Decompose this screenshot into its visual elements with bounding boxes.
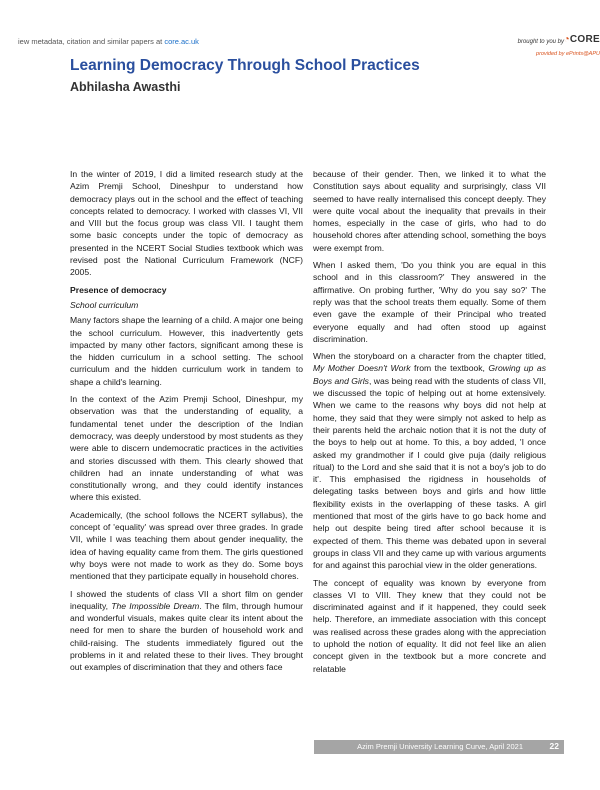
paragraph-text: . The film, through humour and wonderful visuals, makes quite clear its intent about the need for men to share the burden of household work and child-raising. The students immediately figured out the problems in it and related these to their lives. They brought out examples of discrimination that they and others face bbox=[70, 600, 303, 673]
right-column bbox=[313, 168, 546, 680]
paragraph: Academically, (the school follows the NCERT syllabus), the concept of 'equality' was spread over three grades. In grade VII, while I was teaching them about gender inequality, the idea of having equality came from them. The girls questioned why boys were not made to work as they do. Some boys mentioned that they participate equally in household chores. bbox=[70, 509, 303, 582]
section-subheading: School curriculum bbox=[70, 299, 139, 310]
left-column bbox=[70, 168, 303, 679]
core-metadata-link[interactable] bbox=[18, 37, 199, 46]
core-link-prefix: iew metadata, citation and similar papers at bbox=[18, 37, 165, 46]
journal-name: Azim Premji University Learning Curve, April 2021 bbox=[357, 742, 523, 751]
paragraph: When I asked them, 'Do you think you are equal in this school and in this classroom?' They answered in the affirmative. On probing further, 'Why do you say so?' The reply was that the school treats them equally. Some of them even gave the example of their Principal who treated everyone equally and had often stood up against discrimination. bbox=[313, 260, 546, 344]
article-author: Abhilasha Awasthi bbox=[70, 80, 181, 94]
paragraph-text: I showed the students of class VII a short film on gender inequality, bbox=[70, 588, 303, 611]
page-footer bbox=[314, 740, 564, 754]
page-number: 22 bbox=[549, 741, 559, 751]
core-logo[interactable] bbox=[564, 34, 600, 45]
paragraph: The concept of equality was known by everyone from classes VI to VIII. They knew that they could not be discriminated against and if it happened, they could seek help. Therefore, an immediate association with this concept was realised across these grades along with the appreciation to uphold the notion of equality. It did not feel like an alien concept given in the textbook but a more concrete and relatable bbox=[313, 577, 546, 674]
paragraph-text: , was being read with the students of class VII, we discussed the topic of helping out at home extensively. When we came to the reasons why boys did not help at home, they said that they were simply not asked to help as their parents held the archaic notion that it is not the duty of the boys to help out at home. To this, a boy added, 'I once asked my grandmother if I could give puja (daily religious ritual) to the Lord and she said that it is not a boy's job to do it'. This emphasised the rigidness in households of delegating tasks between boys and girls and how little flexibility exists in the overlapping of these tasks. A girl mentioned that most of the girls have to go back home and help out despite being tired after school because it is expected of them. This theme was debated upon in several groups in class VII and they came up with various arguments for and against this parochial view in the older generations. bbox=[313, 375, 546, 571]
chapter-title: My Mother Doesn't Work bbox=[313, 363, 411, 374]
paragraph-text: from the textbook, bbox=[410, 363, 489, 374]
section-heading: Presence of democracy bbox=[70, 284, 167, 295]
core-logo-text: CORE bbox=[569, 34, 600, 45]
provided-by-label[interactable]: provided by ePrints@APU bbox=[536, 51, 600, 57]
paragraph bbox=[70, 588, 303, 674]
film-title: The Impossible Dream bbox=[111, 600, 200, 611]
article-title: Learning Democracy Through School Practices bbox=[70, 57, 420, 74]
textbook-title: Growing up as Boys and Girls bbox=[313, 363, 546, 386]
paragraph bbox=[313, 350, 546, 571]
paragraph: because of their gender. Then, we linked it to what the Constitution says about equality and surprisingly, class VII seemed to have really internalised this concept deeply. They were quite vocal about the inequality that prevails in their homes, especially in the case of girls, who had to do household chores after attending school, something the boys were exempt from. bbox=[313, 169, 546, 253]
paragraph: In the context of the Azim Premji School, Dineshpur, my observation was that the understanding of equality, a fundamental tenet under the description of the Indian democracy, was deeply understood by most students as they were able to discern undemocratic practices in the activities and stories discussed with them. This clearly showed that children had an innate understanding of what was constitutionally wrong, and they could identify instances where this existed. bbox=[70, 394, 303, 503]
repository-banner bbox=[0, 0, 600, 60]
brought-to-you-label: brought to you by bbox=[517, 39, 564, 45]
intro-paragraph: In the winter of 2019, I did a limited research study at the Azim Premji School, Dineshpur to understand how democracy plays out in the school and the effect of teaching concepts related to democracy. I worked with classes VI, VII and VIII but the focus group was class VII. I taught them some basic concepts under the topic of democracy as presented in the NCERT Social Studies textbook which was revised post the National Curriculum Framework (NCF) 2005. bbox=[70, 169, 303, 278]
paragraph-text: When the storyboard on a character from the chapter titled, bbox=[313, 351, 546, 362]
core-url-link[interactable]: core.ac.uk bbox=[164, 37, 199, 46]
core-logo-icon: ◔ bbox=[563, 34, 570, 45]
paragraph: Many factors shape the learning of a child. A major one being the school curriculum. However, this inadvertently gets impacted by many other factors, significant among these is the hidden curriculum in a school setting. The school curriculum and the hidden curriculum work in tandem to shape a child's learning. bbox=[70, 315, 303, 387]
